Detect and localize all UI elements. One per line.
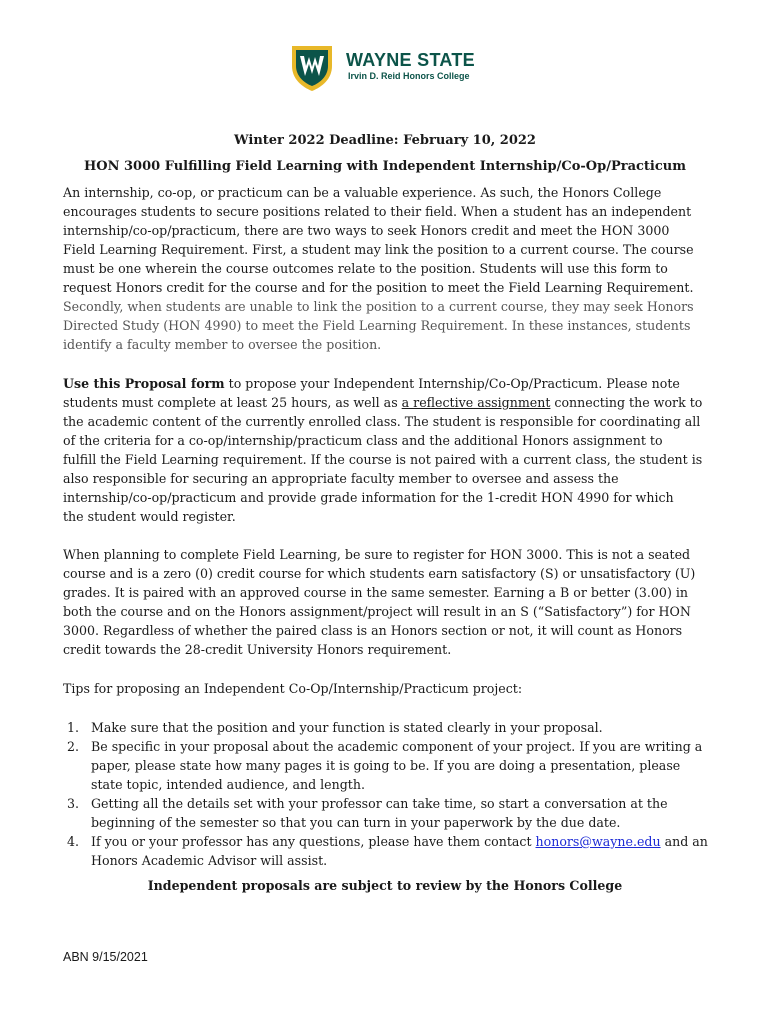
logo-subtitle: Irvin D. Reid Honors College [348,71,470,81]
proposal-line: the academic content of the currently enrolled class. The student is responsible for coordinating all [63,414,701,429]
footer-code: ABN 9/15/2021 [63,950,148,964]
tip-line: If you or your professor has any questions, please have them contact honors@wayne.edu and an [91,834,708,849]
planning-line: both the course and on the Honors assignment/project will result in an S (“Satisfactory”) for HON [63,604,691,619]
tips-list [63,718,723,870]
list-item [63,832,723,870]
tip-line: beginning of the semester so that you can turn in your paperwork by the due date. [91,815,621,830]
planning-line: 3000. Regardless of whether the paired class is an Honors section or not, it will count as Honors [63,623,683,638]
intro-line: Directed Study (HON 4990) to meet the Field Learning Requirement. In these instances, students [63,318,691,333]
list-item [63,718,723,737]
intro-line: internship/co-op/practicum, there are two ways to seek Honors credit and meet the HON 3000 [63,223,670,238]
proposal-line: internship/co-op/practicum and provide grade information for the 1-credit HON 4990 for which [63,490,674,505]
tip-line: paper, please state how many pages it is going to be. If you are doing a presentation, please [91,758,681,773]
proposal-line [63,374,718,393]
proposal-line: also responsible for securing an appropriate faculty member to oversee and assess the [63,471,619,486]
planning-line: credit towards the 28-credit University Honors requirement. [63,642,452,657]
proposal-text: to propose your Independent Internship/Co-Op/Practicum. Please note [224,376,680,391]
intro-line: request Honors credit for the course and for the position to meet the Field Learning Requirement. [63,280,694,295]
logo-name: WAYNE STATE [346,50,475,70]
list-item [63,737,723,794]
planning-paragraph [63,545,718,659]
tip-line: Honors Academic Advisor will assist. [91,853,328,868]
tip-line: state topic, intended audience, and length. [91,777,365,792]
proposal-text: students must complete at least 25 hours, as well as [63,395,402,410]
intro-line: encourages students to secure positions related to their field. When a student has an independent [63,204,692,219]
reflective-assignment-link[interactable]: a reflective assignment [401,395,551,410]
honors-college-logo [290,44,490,92]
intro-line: Secondly, when students are unable to link the position to a current course, they may seek Honors [63,299,694,314]
list-item [63,794,723,832]
deadline-heading: Winter 2022 Deadline: February 10, 2022 [234,133,536,148]
review-note: Independent proposals are subject to review by the Honors College [147,878,623,893]
list-number: 1. [67,720,80,735]
intro-line: An internship, co-op, or practicum can be a valuable experience. As such, the Honors College [63,185,662,200]
honors-email-link[interactable]: honors@wayne.edu [535,834,661,849]
planning-line: When planning to complete Field Learning, be sure to register for HON 3000. This is not a seated [63,547,691,562]
list-number: 2. [67,739,80,754]
intro-line: identify a faculty member to oversee the position. [63,337,382,352]
document-title: HON 3000 Fulfilling Field Learning with Independent Internship/Co-Op/Practicum [83,159,686,174]
planning-line: grades. It is paired with an approved course in the same semester. Earning a B or better (3.00) in [63,585,689,600]
proposal-paragraph [63,374,718,526]
list-number: 3. [67,796,80,811]
proposal-line: the student would register. [63,509,236,524]
planning-line: course and is a zero (0) credit course for which students earn satisfactory (S) or unsatisfactory (U) [63,566,696,581]
proposal-text: connecting the work to [550,395,703,410]
tip-line: Make sure that the position and your function is stated clearly in your proposal. [91,720,603,735]
intro-paragraph [63,183,718,354]
proposal-form-label: Use this Proposal form [63,376,225,391]
tip-line: Getting all the details set with your professor can take time, so start a conversation at the [91,796,668,811]
proposal-line: fulfill the Field Learning requirement. If the course is not paired with a current class, the student is [63,452,703,467]
tips-intro: Tips for proposing an Independent Co-Op/Internship/Practicum project: [63,681,523,696]
tip-line: Be specific in your proposal about the academic component of your project. If you are writing a [91,739,703,754]
intro-line: Field Learning Requirement. First, a student may link the position to a current course. The course [63,242,694,257]
list-number: 4. [67,834,80,849]
proposal-line: of the criteria for a co-op/internship/practicum class and the additional Honors assignment to [63,433,663,448]
wayne-state-shield-icon [290,44,334,92]
intro-line: must be one wherein the course outcomes relate to the position. Students will use this form to [63,261,668,276]
proposal-line [63,393,718,412]
